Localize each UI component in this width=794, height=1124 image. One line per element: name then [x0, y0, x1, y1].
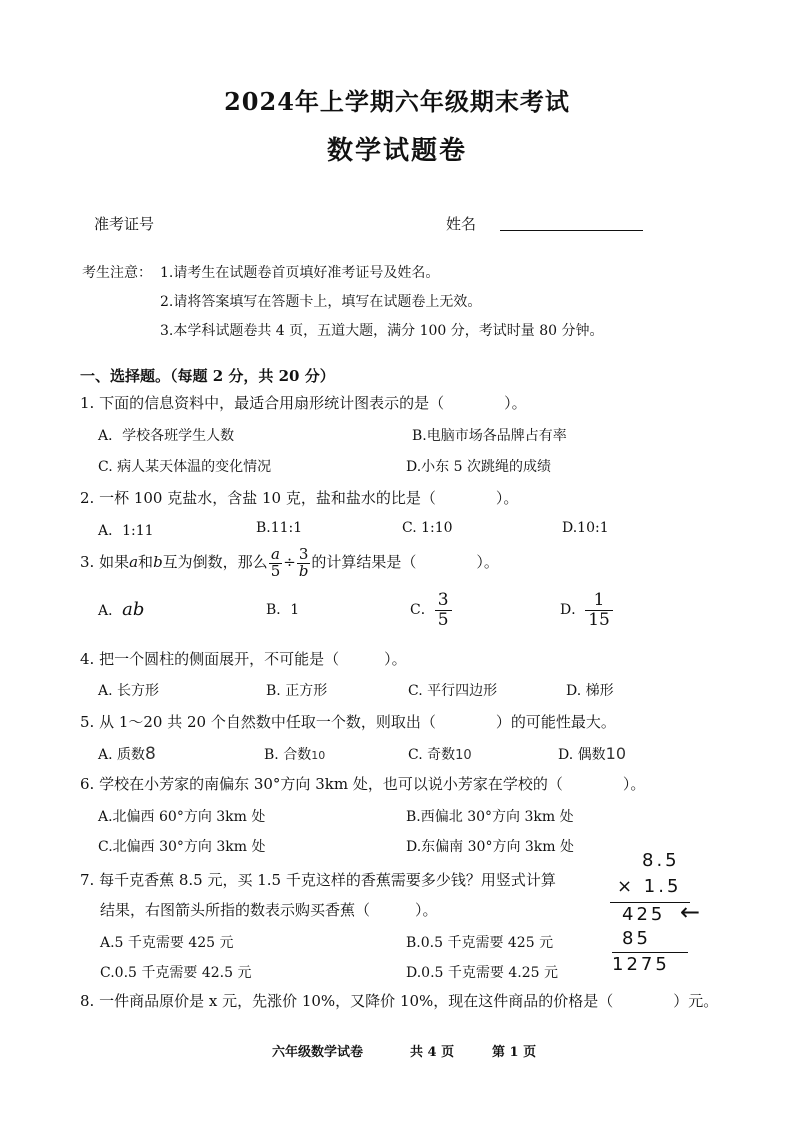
- vertical-calc-multiplier: × 1.5: [617, 876, 682, 897]
- q5-stem: 5. 从 1～20 共 20 个自然数中任取一个数，则取出（ ）的可能性最大。: [80, 713, 616, 731]
- notice-label: 考生注意：: [82, 265, 152, 281]
- q3-option-d-label: D．: [560, 602, 586, 618]
- q3-f2-denominator: b: [298, 561, 309, 580]
- exam-id-label: 准考证号: [94, 215, 155, 233]
- q3-option-a-value: ab: [122, 599, 145, 620]
- q6-stem: 6. 学校在小芳家的南偏东 30°方向 3km 处，也可以说小芳家在学校的（ ）。: [80, 775, 646, 793]
- footer-total-pages: 共 4 页: [410, 1045, 455, 1060]
- notice-item-3: 3.本学科试题卷共 4 页，五道大题，满分 100 分，考试时量 80 分钟。: [160, 323, 604, 339]
- q3-option-a-label: A．: [98, 603, 123, 619]
- vertical-calc-product: 1275: [612, 954, 670, 975]
- q3-option-c-label: C．: [410, 602, 435, 618]
- q2-stem: 2. 一杯 100 克盐水，含盐 10 克，盐和盐水的比是（ ）。: [80, 489, 519, 507]
- q1-option-d: D.小东 5 次跳绳的成绩: [406, 459, 551, 475]
- name-label: 姓名: [446, 215, 477, 233]
- q3-var-b: b: [153, 553, 163, 571]
- q2-option-b: B.11:1: [256, 520, 303, 536]
- q5-option-c-note: 10: [455, 748, 472, 763]
- q6-option-b: B.西偏北 30°方向 3km 处: [406, 809, 574, 825]
- vertical-calc-partial-2: 85: [622, 928, 651, 949]
- notice-item-2: 2.请将答案填写在答题卡上，填写在试题卷上无效。: [160, 294, 482, 310]
- q3-option-a: [98, 595, 144, 625]
- q6-option-d: D.东偏南 30°方向 3km 处: [406, 839, 575, 855]
- paper-subtitle: 数学试题卷: [326, 136, 467, 166]
- exam-title: 2024年上学期六年级期末考试: [224, 87, 570, 116]
- q4-stem: 4. 把一个圆柱的侧面展开，不可能是（ ）。: [80, 650, 407, 668]
- q1-option-a: A．学校各班学生人数: [98, 428, 235, 444]
- q4-option-a: A. 长方形: [98, 683, 160, 699]
- q5-option-c: [408, 744, 472, 764]
- q7-option-c: C.0.5 千克需要 42.5 元: [100, 965, 252, 981]
- vertical-calc-rule-2: [612, 952, 688, 953]
- q3-c-numerator: 3: [435, 591, 452, 611]
- q4-option-b: B. 正方形: [266, 683, 328, 699]
- vertical-calc-multiplicand: 8.5: [642, 850, 680, 871]
- vertical-calc-partial-1: 425: [622, 904, 666, 925]
- q3-f2-numerator: 3: [297, 547, 311, 564]
- q3-f1-numerator: a: [269, 547, 283, 564]
- section-heading: 一、选择题。（每题 2 分，共 20 分）: [80, 367, 335, 385]
- q3-stem-mid: 互为倒数，那么: [162, 553, 268, 571]
- q6-option-c: C.北偏西 30°方向 3km 处: [98, 839, 266, 855]
- q3-option-d-fraction: [585, 591, 613, 629]
- q3-option-d: [560, 590, 613, 630]
- q3-and: 和: [138, 553, 154, 571]
- q2-option-a: A．1:11: [98, 523, 154, 539]
- q3-stem-post: 的计算结果是（ ）。: [311, 553, 499, 571]
- q7-option-b: B.0.5 千克需要 425 元: [406, 935, 554, 951]
- q3-var-a: a: [129, 553, 139, 571]
- q3-option-b: B．1: [266, 602, 300, 618]
- arrow-left-icon: ←: [680, 898, 701, 926]
- q7-stem-line-2: 结果，右图箭头所指的数表示购买香蕉（ ）。: [100, 901, 438, 919]
- q5-option-d: [558, 744, 626, 764]
- q5-option-a: [98, 744, 156, 764]
- q1-option-c: C. 病人某天体温的变化情况: [98, 459, 272, 475]
- q3-stem-pre: 3. 如果: [80, 553, 130, 571]
- q8-stem: 8. 一件商品原价是 x 元，先涨价 10%，又降价 10%，现在这件商品的价格是（ ）元。: [80, 992, 719, 1010]
- q5-option-a-note: 8: [145, 744, 156, 764]
- q5-option-a-text: A. 质数: [98, 747, 146, 763]
- footer-page-number: 第 1 页: [492, 1045, 537, 1060]
- q1-option-b: B.电脑市场各品牌占有率: [412, 428, 567, 444]
- q4-option-c: C. 平行四边形: [408, 683, 498, 699]
- q3-f1-denominator: 5: [270, 561, 281, 580]
- q6-option-a: A.北偏西 60°方向 3km 处: [98, 809, 266, 825]
- q3-option-c-fraction: [435, 591, 452, 629]
- q3-fraction-1: [269, 544, 283, 580]
- q2-option-d: D.10:1: [562, 520, 609, 536]
- q5-option-b: [264, 744, 325, 764]
- q5-option-d-text: D. 偶数: [558, 747, 606, 763]
- q7-option-a: A.5 千克需要 425 元: [100, 935, 234, 951]
- q3-fraction-2: [297, 544, 311, 580]
- q3-option-c: [410, 590, 452, 630]
- q7-option-d: D.0.5 千克需要 4.25 元: [406, 965, 558, 981]
- q3-stem: [80, 542, 499, 582]
- q7-stem-line-1: 7. 每千克香蕉 8.5 元，买 1.5 千克这样的香蕉需要多少钱？用竖式计算: [80, 871, 556, 889]
- q3-d-numerator: 1: [585, 591, 613, 611]
- notice-item-1: 1.请考生在试题卷首页填好准考证号及姓名。: [160, 265, 440, 281]
- q5-option-b-note: 10: [311, 749, 326, 762]
- q2-option-c: C. 1:10: [402, 520, 453, 536]
- q5-option-d-note: 10: [605, 744, 626, 763]
- q3-divide-sign: ÷: [283, 553, 296, 571]
- q4-option-d: D. 梯形: [566, 683, 614, 699]
- q5-option-b-text: B. 合数: [264, 747, 312, 763]
- q1-stem: 1. 下面的信息资料中，最适合用扇形统计图表示的是（ ）。: [80, 394, 527, 412]
- q5-option-c-text: C. 奇数: [408, 747, 456, 763]
- q3-c-denominator: 5: [437, 609, 449, 630]
- footer-paper-name: 六年级数学试卷: [272, 1045, 364, 1060]
- name-blank-line[interactable]: [500, 230, 643, 231]
- vertical-calc-rule-1: [610, 902, 690, 903]
- q3-d-denominator: 15: [588, 609, 610, 630]
